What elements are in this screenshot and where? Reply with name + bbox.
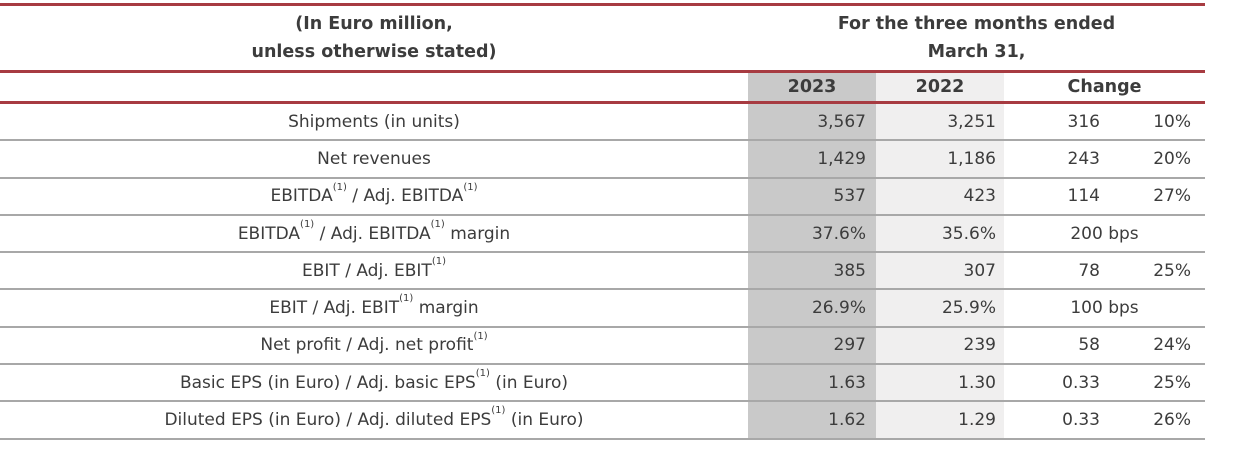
row-label: EBIT / Adj. EBIT$^{(1)}$ margin <box>269 293 479 319</box>
row-label: Diluted EPS (in Euro) / Adj. diluted EPS$^{(1)}$ (in Euro) <box>164 405 584 431</box>
change-percent: 25% <box>1153 260 1191 281</box>
value-2023: 537 <box>748 179 876 214</box>
footnote-marker: (1) <box>300 218 315 230</box>
change-percent: 27% <box>1153 186 1191 207</box>
change-percent: 10% <box>1153 111 1191 132</box>
table-body <box>0 104 1205 440</box>
change-value: 0.33 <box>1062 372 1100 393</box>
value-2023: 1.63 <box>748 365 876 400</box>
units-note-header <box>0 6 748 70</box>
change-bps: 100 bps <box>1070 298 1139 319</box>
change-value: 58 <box>1078 335 1100 356</box>
units-note-line2: unless otherwise stated) <box>251 42 497 62</box>
table-row <box>0 179 1205 216</box>
row-label: EBITDA$^{(1)}$ / Adj. EBITDA$^{(1)}$ margin <box>237 218 511 244</box>
row-label: Shipments (in units) <box>288 111 460 132</box>
period-header <box>748 6 1205 70</box>
value-2023: 37.6% <box>748 216 876 251</box>
value-2023: 3,567 <box>748 104 876 139</box>
change-value: 316 <box>1067 111 1100 132</box>
footnote-marker: (1) <box>431 256 446 268</box>
column-header-2023: 2023 <box>748 73 876 101</box>
value-2022: 307 <box>876 253 1004 288</box>
value-2022: 3,251 <box>876 104 1004 139</box>
footnote-marker: (1) <box>430 218 445 230</box>
quarterly-results-table <box>0 3 1205 440</box>
footnote-marker: (1) <box>473 330 488 342</box>
row-label: Basic EPS (in Euro) / Adj. basic EPS$^{(1)}$ (in Euro) <box>179 368 569 393</box>
column-header-2022: 2022 <box>876 73 1004 101</box>
change-value: 78 <box>1078 260 1100 281</box>
value-2023: 297 <box>748 328 876 363</box>
table-header-band <box>0 6 1205 70</box>
change-bps: 200 bps <box>1070 223 1139 244</box>
change-percent: 24% <box>1153 335 1191 356</box>
value-2023: 385 <box>748 253 876 288</box>
row-label: Net profit / Adj. net profit$^{(1)}$ <box>260 330 488 356</box>
period-header-line2: March 31, <box>927 42 1026 62</box>
value-2022: 1,186 <box>876 141 1004 176</box>
change-value: 0.33 <box>1062 410 1100 431</box>
value-2022: 35.6% <box>876 216 1004 251</box>
row-label: Net revenues <box>317 148 431 169</box>
row-label: EBIT / Adj. EBIT$^{(1)}$ <box>302 256 446 281</box>
column-header-change: Change <box>1067 77 1142 97</box>
table-row <box>0 328 1205 365</box>
table-row <box>0 141 1205 178</box>
value-2023: 1,429 <box>748 141 876 176</box>
change-percent: 26% <box>1153 410 1191 431</box>
table-row <box>0 104 1205 141</box>
table-row <box>0 365 1205 402</box>
column-header-row <box>0 73 1205 101</box>
units-note-line1: (In Euro million, <box>295 14 453 34</box>
value-2023: 26.9% <box>748 290 876 325</box>
table-row <box>0 402 1205 439</box>
footnote-marker: (1) <box>399 293 414 305</box>
value-2022: 1.30 <box>876 365 1004 400</box>
footnote-marker: (1) <box>332 181 347 193</box>
footnote-marker: (1) <box>463 181 478 193</box>
footnote-marker: (1) <box>491 405 506 417</box>
value-2022: 239 <box>876 328 1004 363</box>
change-value: 114 <box>1067 186 1100 207</box>
row-label: EBITDA$^{(1)}$ / Adj. EBITDA$^{(1)}$ <box>270 181 478 207</box>
value-2022: 25.9% <box>876 290 1004 325</box>
value-2022: 423 <box>876 179 1004 214</box>
change-percent: 25% <box>1153 372 1191 393</box>
table-row <box>0 253 1205 290</box>
table-row <box>0 216 1205 253</box>
table-row <box>0 290 1205 327</box>
footnote-marker: (1) <box>475 368 490 380</box>
period-header-line1: For the three months ended <box>837 14 1116 34</box>
change-percent: 20% <box>1153 148 1191 169</box>
change-value: 243 <box>1067 148 1100 169</box>
value-2023: 1.62 <box>748 402 876 437</box>
value-2022: 1.29 <box>876 402 1004 437</box>
